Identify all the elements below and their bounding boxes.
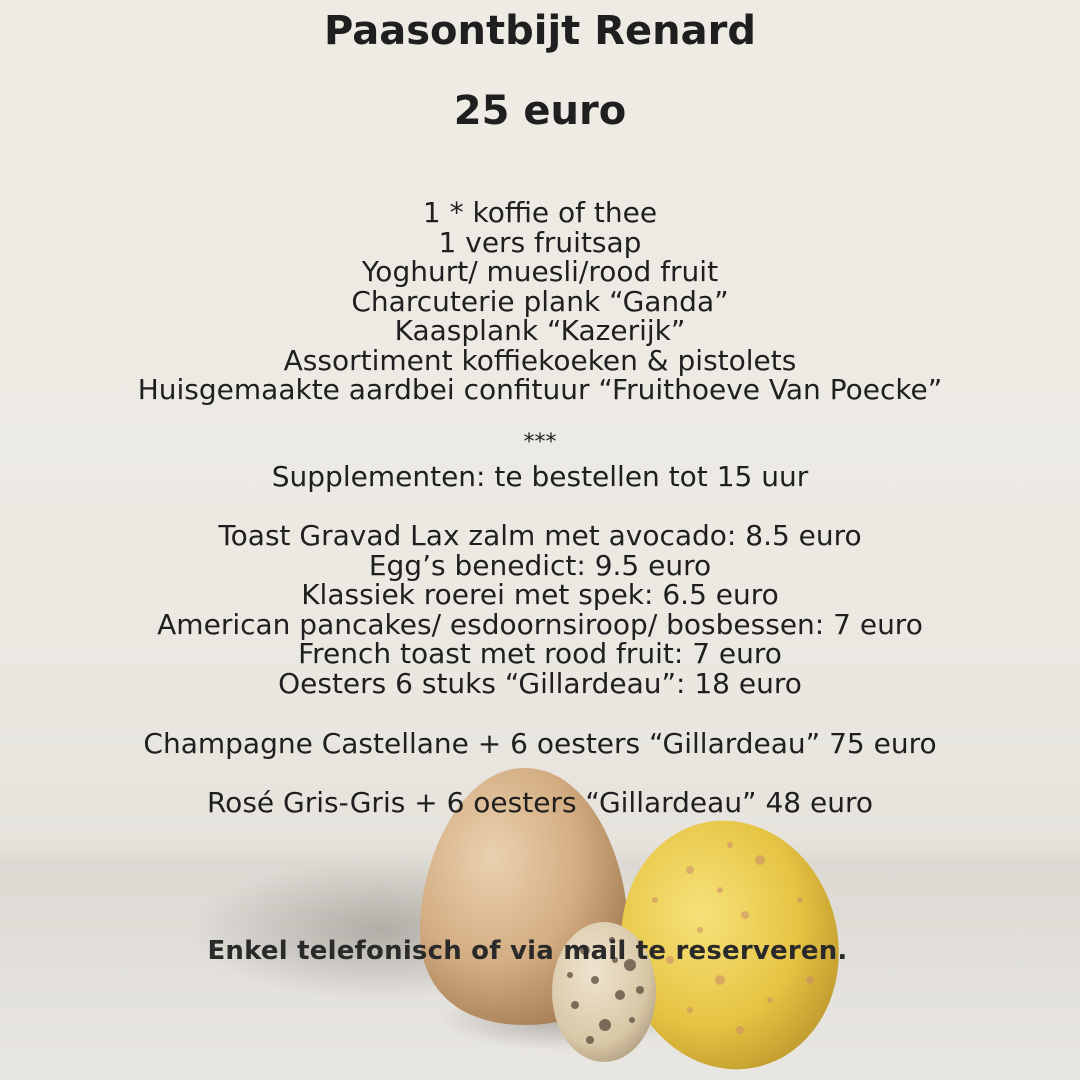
supplement-item: Klassiek roerei met spek: 6.5 euro [301, 578, 779, 611]
reservation-notice: Enkel telefonisch of via mail te reserveren. [207, 936, 848, 966]
supplement-item: Egg’s benedict: 9.5 euro [368, 548, 712, 582]
champagne-offer: Champagne Castellane + 6 oesters “Gillardeau” 75 euro [143, 727, 937, 760]
supplement-item: Oesters 6 stuks “Gillardeau”: 18 euro [278, 666, 802, 700]
menu-item: Charcuterie plank “Ganda” [351, 284, 729, 318]
supplement-item: Toast Gravad Lax zalm met avocado: 8.5 euro [218, 519, 862, 552]
breakfast-menu-list [0, 198, 1080, 405]
menu-item: 1 * koffie of thee [422, 196, 658, 229]
supplements-list [0, 521, 1080, 698]
supplement-item: French toast met rood fruit: 7 euro [298, 637, 782, 670]
menu-item: Huisgemaakte aardbei confituur “Fruithoeve Van Poecke” [137, 373, 943, 406]
price-heading: 25 euro [453, 88, 627, 134]
page-title: Paasontbijt Renard [324, 8, 756, 54]
rose-offer: Rosé Gris-Gris + 6 oesters “Gillardeau” 48 euro [206, 786, 873, 819]
menu-item: Assortiment koffiekoeken & pistolets [283, 343, 797, 377]
menu-item: 1 vers fruitsap [438, 225, 642, 259]
menu-item: Yoghurt/ muesli/rood fruit [361, 255, 719, 288]
menu-item: Kaasplank “Kazerijk” [394, 314, 686, 347]
section-separator: *** [523, 430, 557, 455]
supplements-heading: Supplementen: te bestellen tot 15 uur [271, 460, 809, 493]
supplement-item: American pancakes/ esdoornsiroop/ bosbessen: 7 euro [157, 607, 923, 641]
